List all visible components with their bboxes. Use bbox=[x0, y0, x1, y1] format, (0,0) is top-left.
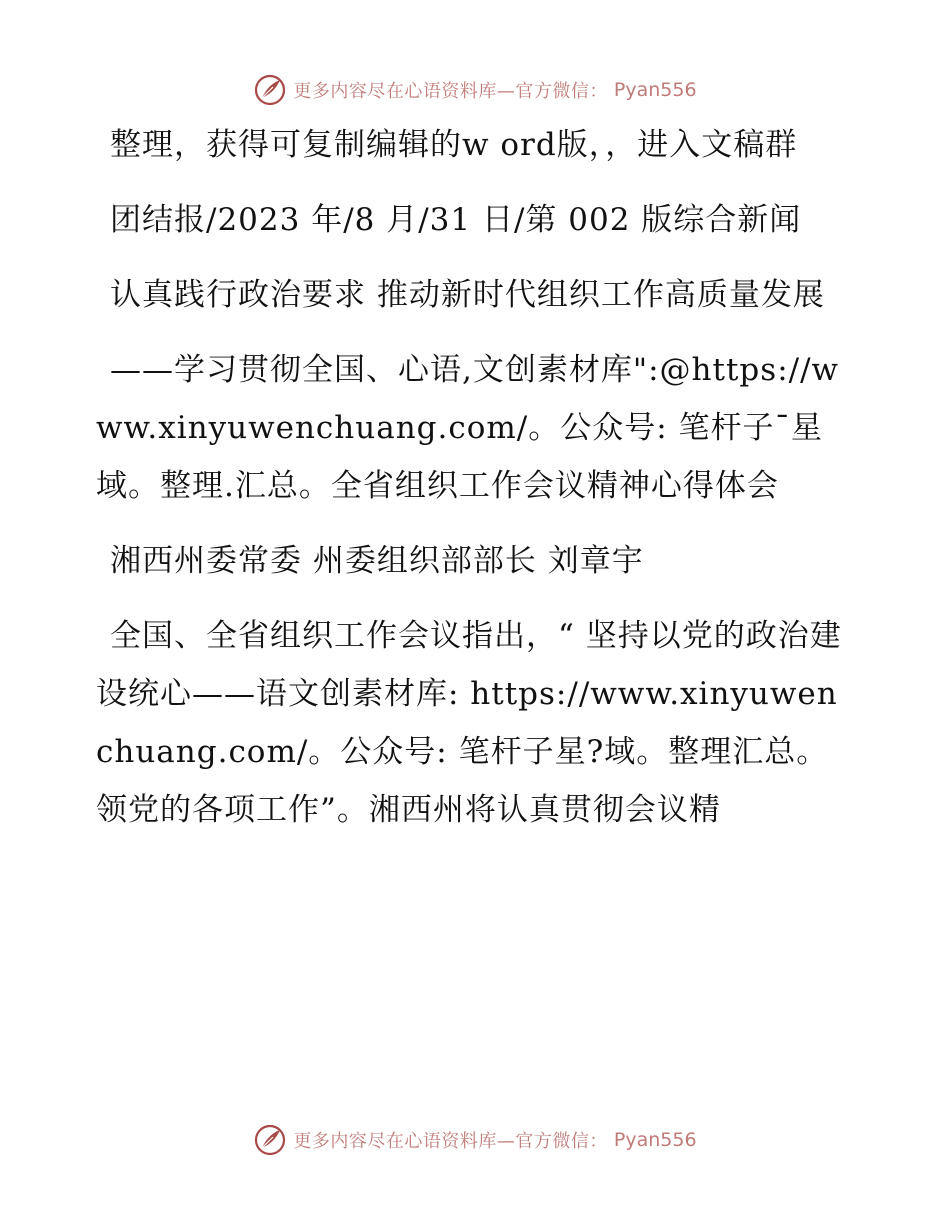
paragraph-text: 湘西州委常委 州委组织部部长 刘章宇 bbox=[110, 543, 644, 579]
watermark-text: 更多内容尽在心语资料库—官方微信： bbox=[293, 1131, 608, 1152]
paragraph-text: 认真践行政治要求 推动新时代组织工作高质量发展 bbox=[110, 277, 825, 313]
paragraph-text: 整理，获得可复制编辑的w ord版，，进入文稿群 bbox=[110, 127, 798, 163]
watermark-text: 更多内容尽在心语资料库—官方微信： bbox=[293, 81, 608, 102]
paragraph bbox=[96, 116, 852, 174]
feather-pen-logo-icon bbox=[253, 1123, 287, 1157]
feather-pen-logo-icon bbox=[253, 73, 287, 107]
header-watermark bbox=[0, 70, 950, 110]
paragraph-text: ——学习贯彻全国、心语,文创素材库":@https://www.xinyuwenchuang.com/。公众号: 笔杆子¯星域。整理.汇总。全省组织工作会议精神心得体会 bbox=[96, 352, 840, 504]
paragraph bbox=[96, 532, 852, 590]
paragraph bbox=[96, 266, 852, 324]
watermark-wechat-id: Pyan556 bbox=[613, 79, 697, 101]
footer-watermark bbox=[0, 1120, 950, 1160]
paragraph bbox=[96, 341, 852, 515]
watermark-wechat-id: Pyan556 bbox=[613, 1129, 697, 1151]
paragraph bbox=[96, 191, 852, 249]
paragraph bbox=[96, 607, 852, 839]
document-body bbox=[96, 116, 852, 856]
paragraph-text: 全国、全省组织工作会议指出，“ 坚持以党的政治建设统心——语文创素材库: https://www.xinyuwenchuang.com/。公众号: 笔杆子星?域。整理汇总。领党的各项工作”。湘西州将认真贯彻会议精 bbox=[96, 618, 842, 828]
paragraph-text: 团结报/2023 年/8 月/31 日/第 002 版综合新闻 bbox=[110, 202, 802, 238]
